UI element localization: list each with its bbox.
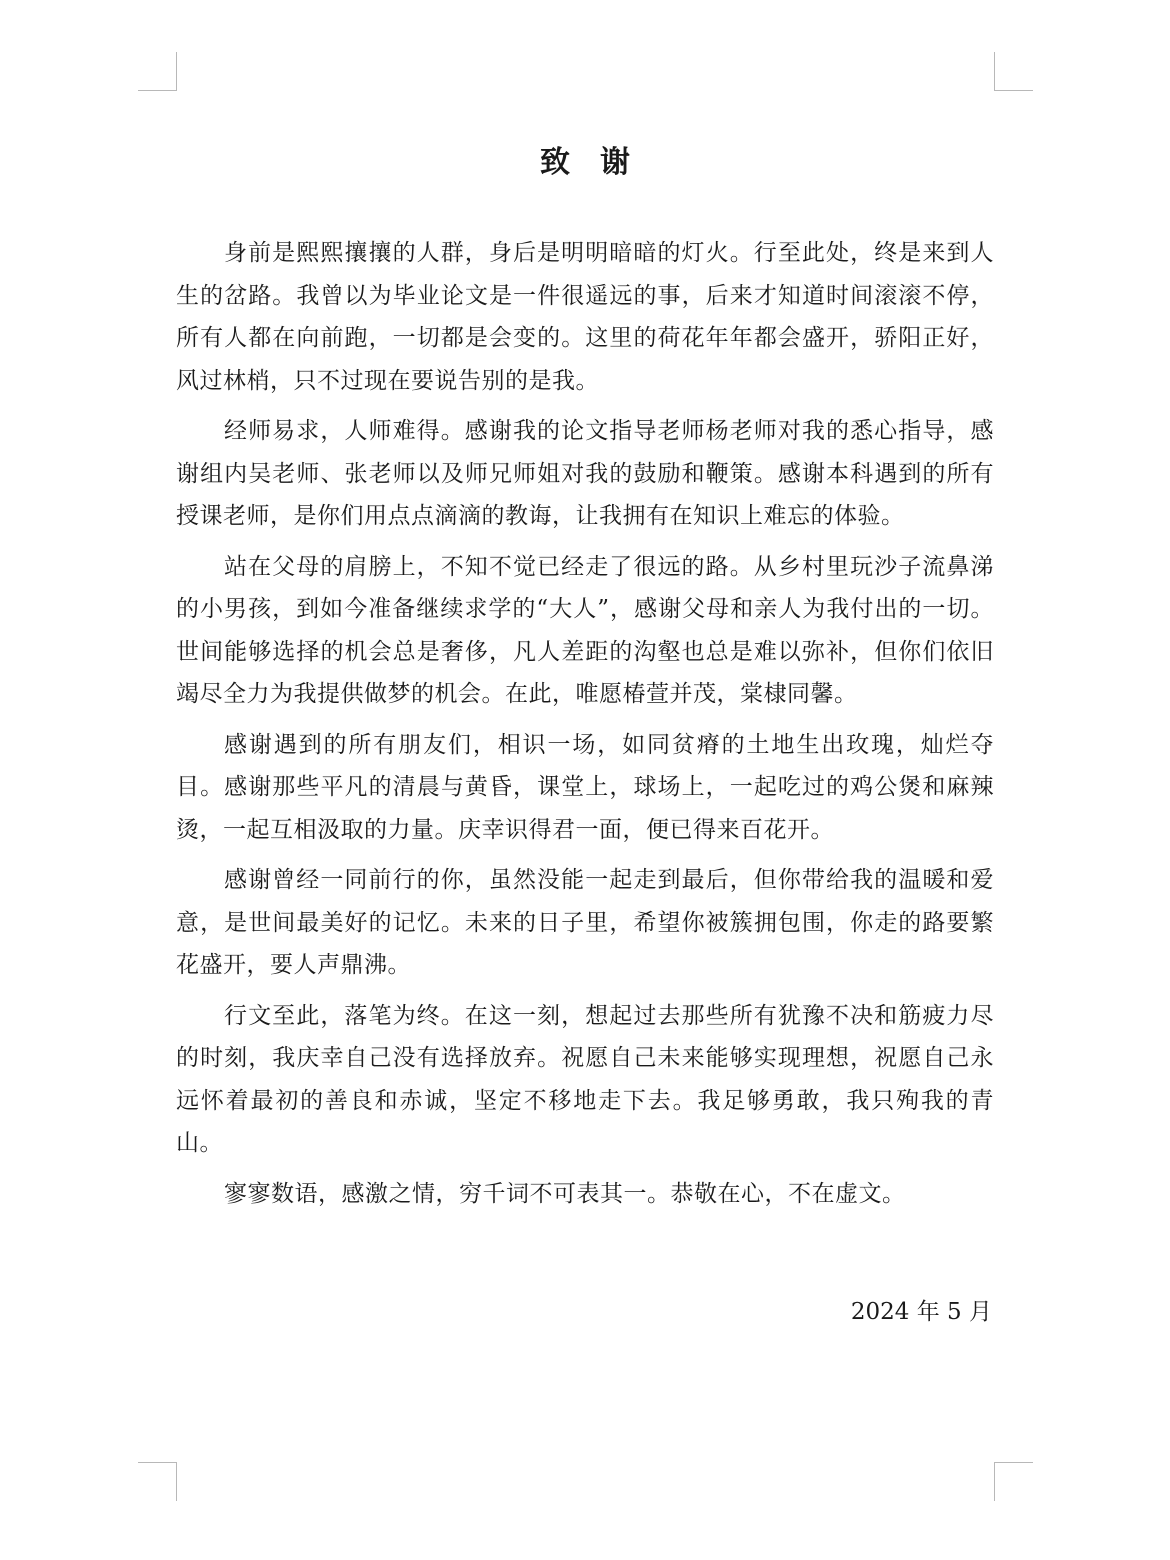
page-title: 致谢: [540, 145, 660, 180]
signature-date: 2024 年 5 月: [850, 1299, 992, 1325]
paragraph: 行文至此，落笔为终。在这一刻，想起过去那些所有犹豫不决和筋疲力尽的时刻，我庆幸自己没有选择放弃。祝愿自己未来能够实现理想，祝愿自己永远怀着最初的善良和赤诚，坚定不移地走下去。我足够勇敢，我只殉我的青山。: [176, 1002, 994, 1156]
paragraph: 站在父母的肩膀上，不知不觉已经走了很远的路。从乡村里玩沙子流鼻涕的小男孩，到如今准备继续求学的“大人”，感谢父母和亲人为我付出的一切。世间能够选择的机会总是奢侈，凡人差距的沟壑也总是难以弥补，但你们依旧竭尽全力为我提供做梦的机会。在此，唯愿椿萱并茂，棠棣同馨。: [176, 553, 994, 707]
crop-mark-top-left: [138, 52, 177, 91]
paragraph: 感谢曾经一同前行的你，虽然没能一起走到最后，但你带给我的温暖和爱意，是世间最美好的记忆。未来的日子里，希望你被簇拥包围，你走的路要繁花盛开，要人声鼎沸。: [176, 867, 994, 978]
paragraph: 经师易求，人师难得。感谢我的论文指导老师杨老师对我的悉心指导，感谢组内吴老师、张老师以及师兄师姐对我的鼓励和鞭策。感谢本科遇到的所有授课老师，是你们用点点滴滴的教诲，让我拥有在知识上难忘的体验。: [176, 418, 994, 529]
body-text: [176, 232, 994, 1223]
paragraph: 寥寥数语，感激之情，穷千词不可表其一。恭敬在心，不在虚文。: [224, 1180, 906, 1207]
crop-mark-top-right: [994, 52, 1033, 91]
paragraph: 感谢遇到的所有朋友们，相识一场，如同贫瘠的土地生出玫瑰，灿烂夺目。感谢那些平凡的清晨与黄昏，课堂上，球场上，一起吃过的鸡公煲和麻辣烫，一起互相汲取的力量。庆幸识得君一面，便已得来百花开。: [176, 731, 994, 843]
crop-mark-bottom-left: [138, 1462, 177, 1501]
crop-mark-bottom-right: [994, 1462, 1033, 1501]
paragraph: 身前是熙熙攘攘的人群，身后是明明暗暗的灯火。行至此处，终是来到人生的岔路。我曾以为毕业论文是一件很遥远的事，后来才知道时间滚滚不停，所有人都在向前跑，一切都是会变的。这里的荷花年年都会盛开，骄阳正好，风过林梢，只不过现在要说告别的是我。: [176, 240, 994, 394]
